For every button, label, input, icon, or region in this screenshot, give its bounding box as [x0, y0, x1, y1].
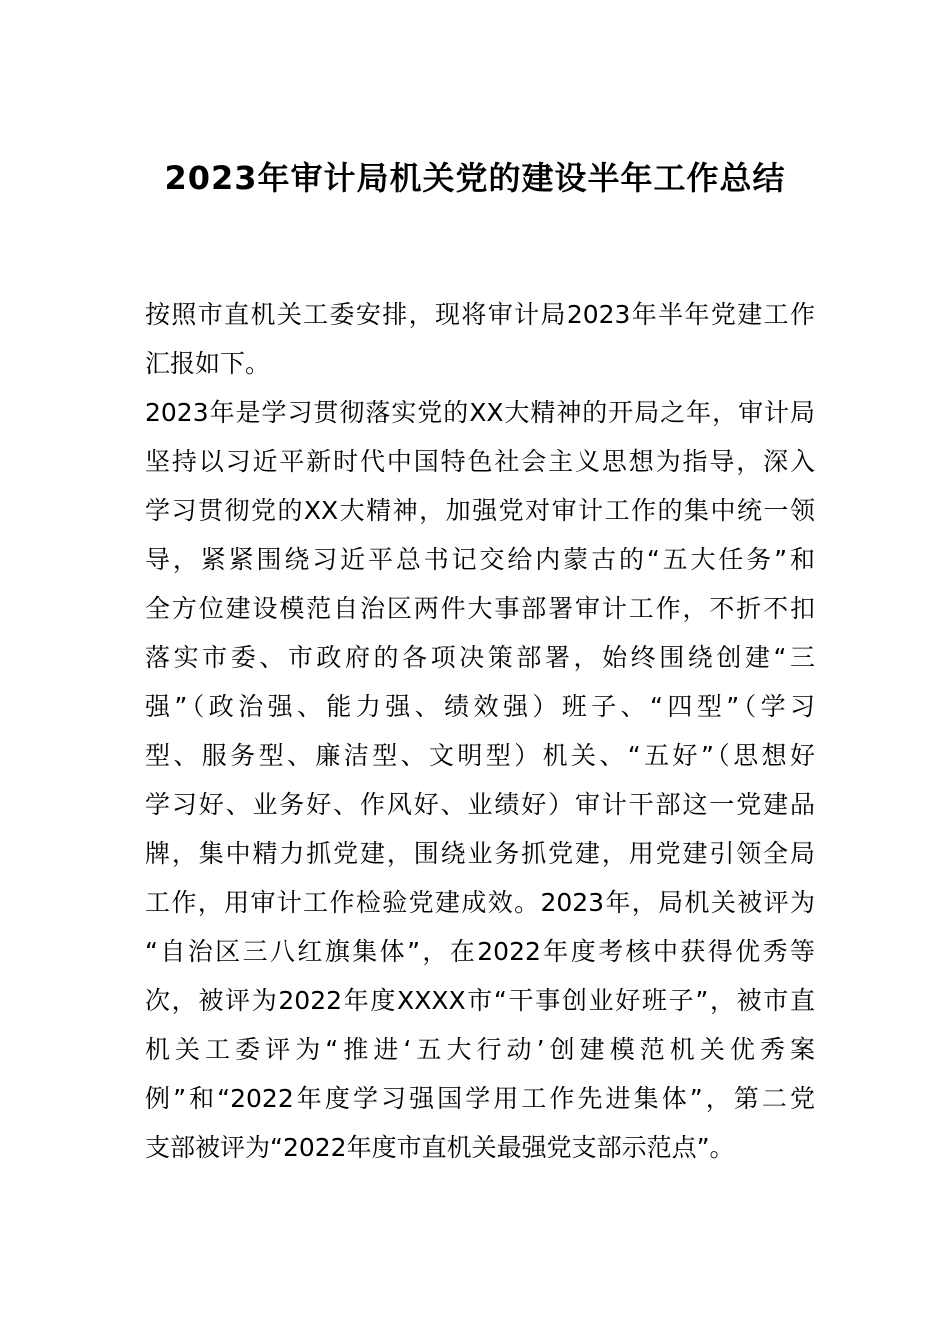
paragraph-1-line-2: 汇报如下。	[145, 349, 271, 378]
paragraph-2-line-11: 工作，用审计工作检验党建成效。2023年，局机关被评为	[145, 888, 815, 917]
paragraph-2-line-1: 2023年是学习贯彻落实党的XX大精神的开局之年，审计局	[145, 398, 815, 427]
paragraph-2-line-2: 坚持以习近平新时代中国特色社会主义思想为指导，深入	[145, 447, 815, 476]
paragraph-2-line-5: 全方位建设模范自治区两件大事部署审计工作，不折不扣	[145, 594, 815, 623]
paragraph-2-line-13: 次，被评为2022年度XXXX市“干事创业好班子”，被市直	[145, 986, 815, 1015]
paragraph-1-line-1: 按照市直机关工委安排，现将审计局2023年半年党建工作	[145, 300, 815, 329]
paragraph-2-line-8: 型、服务型、廉洁型、文明型）机关、“五好”（思想好	[145, 741, 815, 770]
paragraph-2-line-14: 机关工委评为“推进‘五大行动’创建模范机关优秀案	[145, 1035, 815, 1064]
paragraph-2-line-4: 导，紧紧围绕习近平总书记交给内蒙古的“五大任务”和	[145, 545, 815, 574]
paragraph-2-line-6: 落实市委、市政府的各项决策部署，始终围绕创建“三	[145, 643, 815, 672]
paragraph-2-line-15: 例”和“2022年度学习强国学用工作先进集体”，第二党	[145, 1084, 815, 1113]
paragraph-2-line-16: 支部被评为“2022年度市直机关最强党支部示范点”。	[145, 1133, 735, 1162]
paragraph-2-line-7: 强”（政治强、能力强、绩效强）班子、“四型”（学习	[145, 692, 815, 721]
paragraph-2-line-9: 学习好、业务好、作风好、业绩好）审计干部这一党建品	[145, 790, 815, 819]
paragraph-2-line-10: 牌，集中精力抓党建，围绕业务抓党建，用党建引领全局	[145, 839, 815, 868]
paragraph-2-line-3: 学习贯彻党的XX大精神，加强党对审计工作的集中统一领	[145, 496, 815, 525]
document-title: 2023年审计局机关党的建设半年工作总结	[164, 159, 786, 197]
paragraph-2-line-12: “自治区三八红旗集体”，在2022年度考核中获得优秀等	[145, 937, 815, 966]
document-body	[145, 290, 815, 1172]
